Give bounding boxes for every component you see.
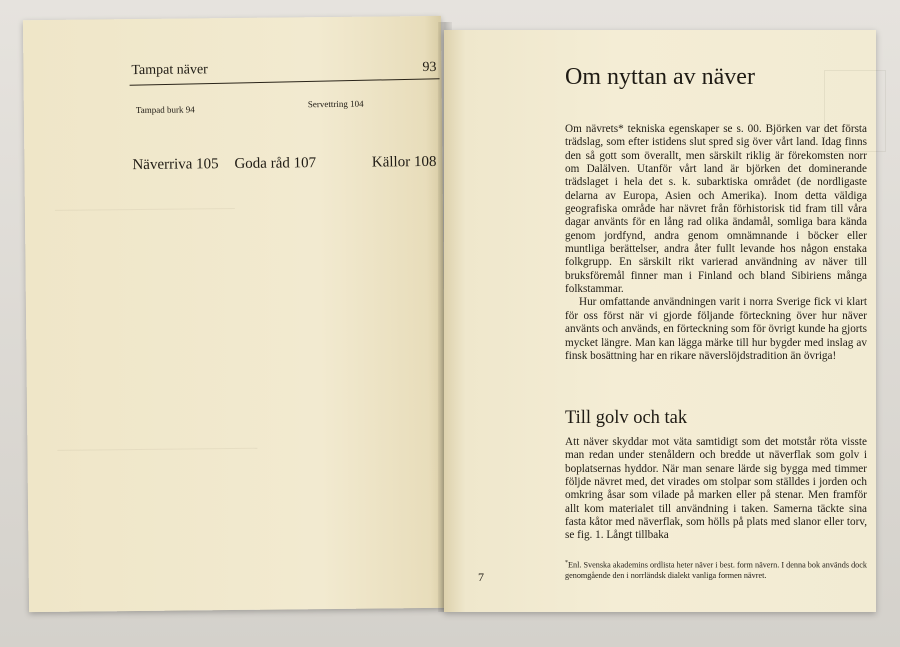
section-heading: Till golv och tak [565, 408, 688, 428]
sub-contents [132, 98, 437, 119]
contents-entry: Servettring 104 [307, 98, 364, 110]
contents-entry: Goda råd 107 [234, 155, 317, 172]
header-page-number: 93 [422, 59, 437, 76]
left-page [23, 16, 447, 612]
page-number: 7 [478, 570, 484, 584]
right-page [444, 30, 876, 612]
contents-entry: Näverriva 105 [132, 156, 219, 174]
footnote [565, 558, 867, 582]
intro-text [565, 123, 867, 363]
paragraph: Hur omfattande användningen varit i norra Sverige fick vi klart för oss först när vi gjorde följande förteckning över hur näver använts och används, en förteckning som för övrigt kunde ha gjorts mycket längre. Man kan lägga märke till hur bygder med inslag av finsk bosättning har en rikare näverslöjdstradition än övriga! [565, 296, 867, 362]
main-contents [132, 154, 440, 179]
show-through-block [55, 208, 237, 371]
section-text [565, 436, 867, 543]
paragraph: Att näver skyddar mot väta samtidigt som det motstår röta visste man redan under stenåldern och bredde ut näverflak som golv i boplatsernas hyddor. När man senare lärde sig bygga med timmer följde nävret med, det virades om stolpar som ställdes i jorden och omkring åsar som vilade på marken eller på stenar. Men framför allt kom materialet till användning i taken. Samerna täckte sina fasta kåtor med näverflak, som hölls på plats med slanor eller torv, se fig. 1. Långt tillbaka [565, 436, 867, 542]
paragraph: Om nävrets* tekniska egenskaper se s. 00. Björken var det första trädslag, som efter istidens slut spred sig över vårt land. Idag finns den så gott som överallt, men särskilt riklig är förekomsten norr om Dalälven. Utanför vårt land är björken det dominerande trädslaget i hela det s. k. subarktiska området (de nordligaste delarna av Europa, Asien och Amerika). Inom detta väldiga geografiska område har nävret från förhistorisk tid fram till våra dagar använts för en lång rad olika ändamål, somliga bara kända genom jordfynd, andra genom omnämnande i böcker eller muntliga berättelser, andra åter fullt levande hos någon enstaka folkgrupp. En särskilt rikt varierad användning av näver till bruksföremål finner man i Finland och bland Sibiriens många folkstammar. [565, 123, 867, 296]
header-title: Tampat näver [131, 62, 208, 79]
contents-entry: Källor 108 [371, 153, 437, 171]
footnote-text: Enl. Svenska akademins ordlista heter näver i best. form nävern. I denna bok används dock genomgående den i norrländsk dialekt vanliga formen nävret. [565, 560, 867, 581]
contents-entry: Tampad burk 94 [135, 104, 195, 116]
footnote-marker: * [565, 560, 568, 566]
chapter-title: Om nyttan av näver [565, 64, 755, 90]
show-through-block [57, 448, 258, 571]
